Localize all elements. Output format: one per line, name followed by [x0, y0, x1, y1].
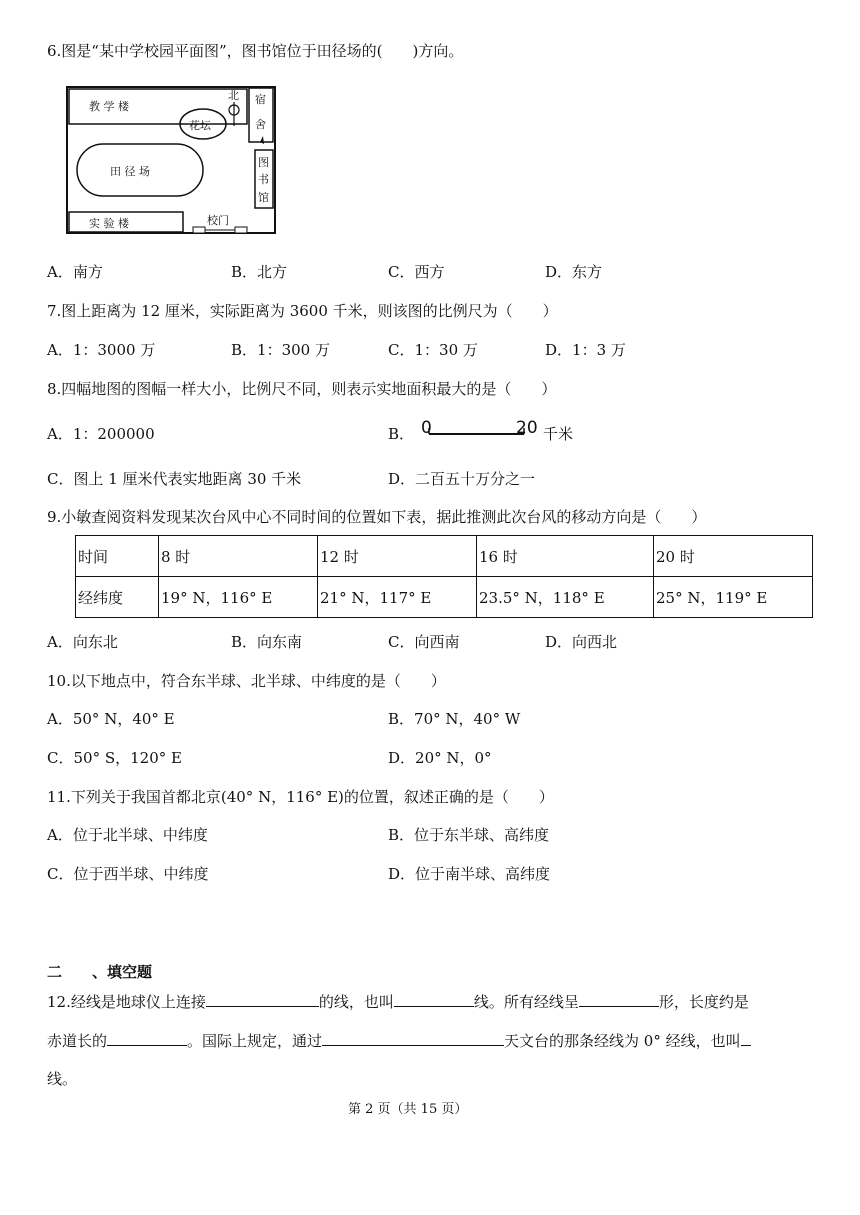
q12-text: 的线，也叫 — [318, 993, 394, 1011]
q6-option-a: A．南方 — [47, 263, 103, 281]
table-cell: 25° N，119° E — [654, 577, 813, 618]
q9-option-c: C．向西南 — [388, 633, 460, 651]
answer-blank[interactable] — [322, 1030, 504, 1046]
table-cell: 时间 — [76, 536, 159, 577]
q12-text: 天文台的那条经线为 0° 经线，也叫 — [504, 1032, 741, 1050]
question-12-line-1 — [47, 991, 749, 1012]
q10-option-b: B．70° N，40° W — [388, 710, 521, 728]
q7-option-a: A．1：3000 万 — [47, 341, 156, 359]
library-label-1: 图 — [258, 156, 269, 169]
q10-option-c: C．50° S，120° E — [47, 749, 182, 767]
q11-option-d: D．位于南半球、高纬度 — [388, 865, 551, 883]
question-8-stem: 8.四幅地图的图幅一样大小，比例尺不同，则表示实地面积最大的是（ ） — [47, 380, 557, 398]
scale-bar — [420, 416, 540, 446]
question-6-stem: 6.图是“某中学校园平面图”，图书馆位于田径场的( )方向。 — [47, 42, 464, 60]
question-9-stem: 9.小敏查阅资料发现某次台风中心不同时间的位置如下表，据此推测此次台风的移动方向是（ ） — [47, 508, 707, 526]
q11-option-a: A．位于北半球、中纬度 — [47, 826, 208, 844]
q6-option-c: C．西方 — [388, 263, 445, 281]
table-cell: 8 时 — [159, 536, 318, 577]
answer-blank[interactable] — [394, 991, 474, 1007]
question-7-stem: 7.图上距离为 12 厘米，实际距离为 3600 千米，则该图的比例尺为（ ） — [47, 302, 558, 320]
q12-text: 线。 — [47, 1070, 78, 1088]
q8-option-a: A．1：200000 — [47, 425, 155, 443]
q8-option-b: B． — [388, 425, 415, 443]
typhoon-position-table — [75, 535, 813, 618]
q10-option-d: D．20° N，0° — [388, 749, 492, 767]
question-12-line-2 — [47, 1030, 751, 1051]
question-10-stem: 10.以下地点中，符合东半球、北半球、中纬度的是（ ） — [47, 672, 446, 690]
q9-option-a: A．向东北 — [47, 633, 118, 651]
q12-text: 。国际上规定，通过 — [187, 1032, 323, 1050]
q7-option-c: C．1：30 万 — [388, 341, 478, 359]
table-cell: 19° N，116° E — [159, 577, 318, 618]
q8-option-d: D．二百五十万分之一 — [388, 470, 536, 488]
answer-blank[interactable] — [741, 1030, 751, 1046]
section-title: 二 、填空题 — [47, 963, 153, 981]
q9-option-d: D．向西北 — [545, 633, 618, 651]
scale-start-label: 0 — [421, 418, 432, 438]
track-field-label: 田 径 场 — [110, 165, 150, 178]
q11-option-c: C．位于西半球、中纬度 — [47, 865, 209, 883]
table-row — [76, 536, 813, 577]
school-gate-label: 校门 — [207, 214, 229, 227]
lab-building-label: 实 验 楼 — [89, 217, 129, 230]
campus-map — [63, 84, 279, 238]
answer-blank[interactable] — [206, 991, 319, 1007]
answer-blank[interactable] — [579, 991, 659, 1007]
library-label-3: 馆 — [258, 191, 269, 204]
teaching-building-label: 教 学 楼 — [89, 100, 129, 113]
table-cell: 16 时 — [477, 536, 654, 577]
flower-bed-label: 花坛 — [189, 119, 211, 132]
q10-option-a: A．50° N，40° E — [47, 710, 175, 728]
library-label-2: 书 — [258, 173, 269, 186]
page-footer: 第 2 页（共 15 页） — [348, 1102, 468, 1117]
q8-option-c: C．图上 1 厘米代表实地距离 30 千米 — [47, 470, 302, 488]
q12-text: 12.经线是地球仪上连接 — [47, 993, 206, 1011]
dorm-label-1: 宿 — [255, 93, 266, 106]
dorm-label-2: 舍 — [255, 118, 266, 131]
table-cell: 20 时 — [654, 536, 813, 577]
q7-option-b: B．1：300 万 — [231, 341, 330, 359]
question-11-stem: 11.下列关于我国首都北京(40° N，116° E)的位置，叙述正确的是（ ） — [47, 788, 554, 806]
q6-option-b: B．北方 — [231, 263, 288, 281]
north-label: 北 — [228, 89, 239, 102]
q6-option-d: D．东方 — [545, 263, 603, 281]
table-row — [76, 577, 813, 618]
table-cell: 23.5° N，118° E — [477, 577, 654, 618]
table-cell: 经纬度 — [76, 577, 159, 618]
answer-blank[interactable] — [107, 1030, 187, 1046]
q12-text: 线。所有经线呈 — [473, 993, 579, 1011]
scale-unit-label: 千米 — [543, 425, 574, 443]
table-cell: 21° N，117° E — [318, 577, 477, 618]
q12-text: 形，长度约是 — [658, 993, 749, 1011]
scale-end-label: 20 — [516, 418, 538, 438]
q9-option-b: B．向东南 — [231, 633, 303, 651]
path-marker-icon — [260, 136, 264, 144]
q11-option-b: B．位于东半球、高纬度 — [388, 826, 550, 844]
q12-text: 赤道长的 — [47, 1032, 108, 1050]
q7-option-d: D．1：3 万 — [545, 341, 626, 359]
table-cell: 12 时 — [318, 536, 477, 577]
